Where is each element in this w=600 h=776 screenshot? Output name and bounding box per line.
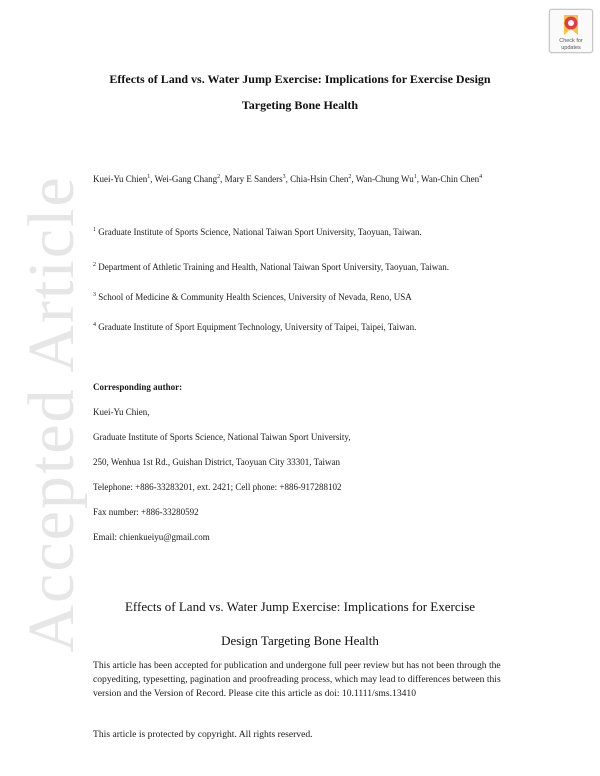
corresponding-institute: Graduate Institute of Sports Science, National Taiwan Sport University, xyxy=(93,432,351,442)
corresponding-address: 250, Wenhua 1st Rd., Guishan District, Taoyuan City 33301, Taiwan xyxy=(93,457,340,467)
badge-text-line2: updates xyxy=(561,45,581,51)
badge-text-line1: Check for xyxy=(559,38,583,44)
author: Wan-Chung Wu$^1$ xyxy=(355,174,417,184)
repeated-title-line2: Design Targeting Bone Health xyxy=(221,633,379,648)
affiliation-1: $^1$ Graduate Institute of Sports Science, National Taiwan Sport University, Taoyuan, Taiwan. xyxy=(93,227,422,237)
check-for-updates-badge[interactable] xyxy=(549,9,593,53)
affiliation-4: $^4$ Graduate Institute of Sport Equipment Technology, University of Taipei, Taipei, Taiwan. xyxy=(93,322,417,332)
affiliation-2: $^2$ Department of Athletic Training and Health, National Taiwan Sport University, Taoyuan, Taiwan. xyxy=(93,262,449,272)
corresponding-heading: Corresponding author: xyxy=(93,382,183,392)
corresponding-telephone: Telephone: +886-33283201, ext. 2421; Cell phone: +886-917288102 xyxy=(93,482,342,492)
corresponding-email[interactable]: Email: chienkueiyu@gmail.com xyxy=(93,532,210,542)
author: Wei-Gang Chang$^2$ xyxy=(154,174,221,184)
author: Wan-Chin Chen$^4$ xyxy=(421,174,483,184)
author: Kuei-Yu Chien$^1$ xyxy=(93,174,151,184)
crossmark-icon xyxy=(561,13,581,37)
accepted-article-watermark: Accepted Article xyxy=(15,175,88,653)
author-list: Kuei-Yu Chien$^1$, Wei-Gang Chang$^2$, Mary E Sanders$^3$, Chia-Hsin Chen$^2$, Wan-Chung Wu$^1$, Wan-Chin Chen$^4$ xyxy=(93,174,483,184)
article-title-line2: Targeting Bone Health xyxy=(241,98,359,112)
author: Chia-Hsin Chen$^2$ xyxy=(290,174,352,184)
corresponding-fax: Fax number: +886-33280592 xyxy=(93,507,199,517)
copyright-notice: This article is protected by copyright. All rights reserved. xyxy=(93,729,313,740)
article-title-line1: Effects of Land vs. Water Jump Exercise: Implications for Exercise Design xyxy=(109,72,491,86)
affiliation-3: $^3$ School of Medicine & Community Health Sciences, University of Nevada, Reno, USA xyxy=(93,292,412,302)
author: Mary E Sanders$^3$ xyxy=(224,174,286,184)
accepted-article-notice: This article has been accepted for publication and undergone full peer review but has not been through the copyediting, typesetting, pagination and proofreading process, which may lead to differences between this version and the Version of Record. Please cite this article as doi: 10.1111/sms.13410 xyxy=(93,660,501,699)
repeated-title-line1: Effects of Land vs. Water Jump Exercise: Implications for Exercise xyxy=(124,599,476,614)
corresponding-name: Kuei-Yu Chien, xyxy=(93,407,150,417)
